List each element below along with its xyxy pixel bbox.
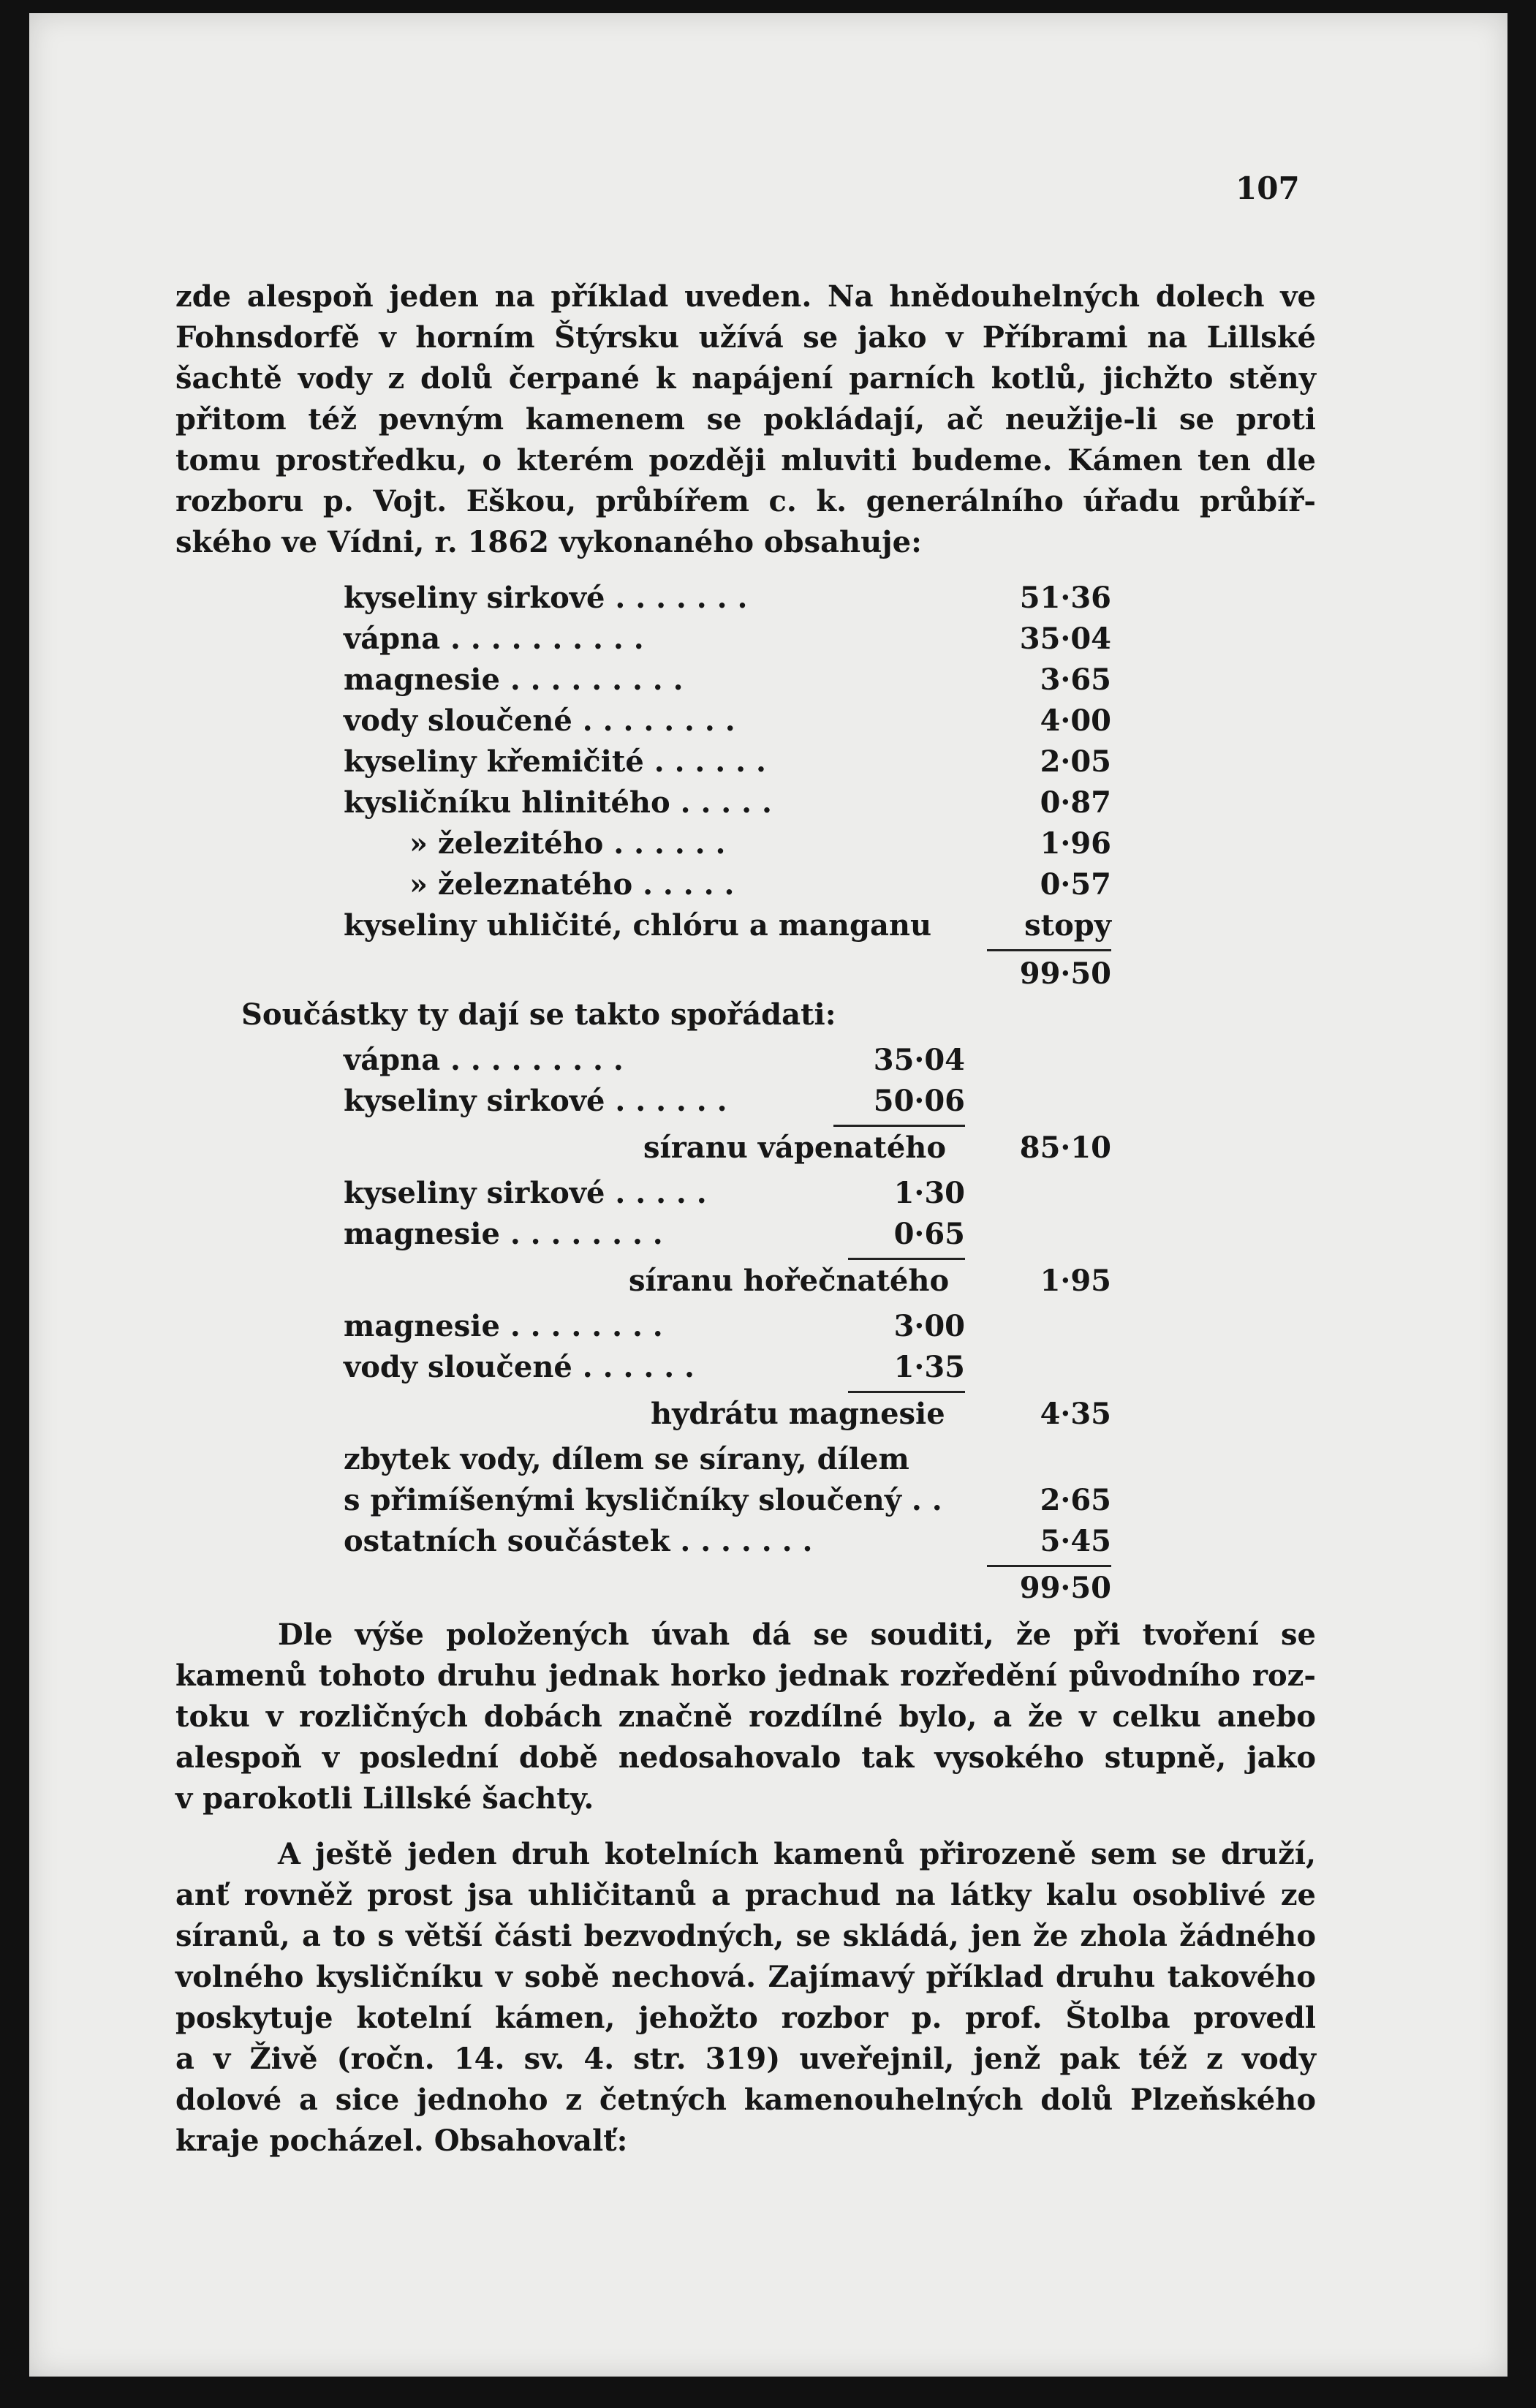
analysis-value: 3·65: [1040, 663, 1111, 697]
sum-rule: [848, 1391, 965, 1393]
text-line: kamenů tohoto druhu jednak horko jednak rozředění původního roz-: [175, 1658, 1316, 1693]
analysis-value: 0·57: [1040, 867, 1111, 902]
text-line: zde alespoň jeden na příklad uveden. Na hnědouhelných dolech ve: [175, 279, 1316, 314]
compound-sum: 1·95: [1040, 1264, 1111, 1298]
component-sum-row: [643, 1128, 1111, 1169]
component-value: 35·04: [873, 1043, 965, 1077]
text-line: A ještě jeden druh kotelních kamenů přirozeně sem se druží,: [278, 1837, 1316, 1871]
analysis-label: vápna . . . . . . . . . .: [344, 622, 644, 656]
component-label: magnesie . . . . . . . .: [344, 1309, 663, 1343]
component-value: 50·06: [873, 1084, 965, 1118]
analysis-label: » železnatého . . . . .: [409, 867, 735, 902]
compound-name: síranu hořečnatého: [629, 1264, 950, 1298]
text-line: volného kysličníku v sobě nechová. Zajímavý příklad druhu takového: [175, 1960, 1316, 1994]
paragraph-2: [175, 1615, 1316, 1819]
rest-label: ostatních součástek . . . . . . .: [344, 1524, 813, 1558]
analysis-label: kyseliny sirkové . . . . . . .: [344, 581, 748, 615]
rest-value: 2·65: [1040, 1483, 1111, 1517]
component-value: 3·00: [893, 1309, 965, 1343]
analysis-value: 1·96: [1040, 826, 1111, 861]
analysis-label: kyseliny uhličité, chlóru a manganu: [344, 908, 932, 943]
analysis-label: magnesie . . . . . . . . .: [344, 663, 684, 697]
total-value: 99·50: [1019, 1571, 1111, 1605]
text-line: kraje pocházel. Obsahovalť:: [175, 2124, 628, 2158]
component-row: [344, 1306, 965, 1347]
analysis-row: [344, 619, 1111, 660]
text-line: rozboru p. Vojt. Eškou, průbířem c. k. generálního úřadu průbíř-: [175, 484, 1316, 518]
text-line: alespoň v poslední době nedosahovalo tak vysokého stupně, jako: [175, 1740, 1316, 1775]
rest-line: zbytek vody, dílem se sírany, dílem: [344, 1442, 909, 1476]
compound-name: hydrátu magnesie: [651, 1397, 945, 1431]
paragraph-3: [175, 1834, 1316, 2162]
analysis-value: 35·04: [1019, 622, 1111, 656]
compound-sum: 85·10: [1019, 1131, 1111, 1165]
analysis-value: 4·00: [1040, 703, 1111, 738]
text-line: tomu prostředku, o kterém později mluviti budeme. Kámen ten dle: [175, 443, 1316, 478]
component-sum-row: [629, 1261, 1111, 1302]
text-line: přitom též pevným kamenem se pokládají, ač neužije-li se proti: [175, 402, 1316, 437]
analysis-value: 51·36: [1019, 581, 1111, 615]
component-label: vápna . . . . . . . . .: [344, 1043, 624, 1077]
analysis-label: » železitého . . . . . .: [409, 826, 726, 861]
component-label: vody sloučené . . . . . .: [344, 1350, 695, 1384]
analysis-row: [344, 741, 1111, 782]
analysis-total: [980, 954, 1111, 994]
analysis-row: [344, 701, 1111, 741]
text-line: toku v rozličných dobách značně rozdílné bylo, a že v celku anebo: [175, 1699, 1316, 1734]
text-line: Fohnsdorfě v horním Štýrsku užívá se jako v Příbrami na Lillské: [175, 320, 1316, 355]
analysis-row: [344, 578, 1111, 619]
analysis-row: [344, 782, 1111, 823]
component-label: kyseliny sirkové . . . . . .: [344, 1084, 727, 1118]
component-row: [344, 1040, 965, 1081]
sum-rule: [987, 949, 1111, 951]
rest-value: 5·45: [1040, 1524, 1111, 1558]
text-line: poskytuje kotelní kámen, jehožto rozbor p. prof. Štolba provedl: [175, 2001, 1316, 2035]
analysis-label: vody sloučené . . . . . . . .: [344, 703, 735, 738]
rest-row: [344, 1480, 1111, 1521]
text-line: šachtě vody z dolů čerpané k napájení parních kotlů, jichžto stěny: [175, 361, 1316, 396]
component-value: 1·30: [893, 1176, 965, 1210]
component-row: [344, 1173, 965, 1214]
component-row: [344, 1081, 965, 1122]
intro-paragraph: [175, 276, 1316, 563]
analysis-label: kysličníku hlinitého . . . . .: [344, 785, 772, 820]
rest-row: [344, 1521, 1111, 1562]
component-value: 0·65: [893, 1217, 965, 1251]
sum-rule: [833, 1125, 965, 1127]
sum-rule: [987, 1565, 1111, 1567]
component-value: 1·35: [893, 1350, 965, 1384]
text-line: v parokotli Lillské šachty.: [175, 1781, 594, 1816]
text-line: síranů, a to s větší části bezvodných, se skládá, jen že zhola žádného: [175, 1919, 1316, 1953]
component-label: kyseliny sirkové . . . . .: [344, 1176, 707, 1210]
final-total: [980, 1568, 1111, 1609]
text-line: Dle výše položených úvah dá se souditi, že při tvoření se: [278, 1618, 1316, 1652]
analysis-value: 2·05: [1040, 744, 1111, 779]
component-row: [344, 1214, 965, 1255]
analysis-row: [409, 864, 1111, 905]
component-sum-row: [651, 1394, 1111, 1435]
total-value: 99·50: [1019, 956, 1111, 991]
rest-label: s přimíšenými kysličníky sloučený . .: [344, 1483, 942, 1517]
component-row: [344, 1347, 965, 1388]
text-line: dolové a sice jednoho z četných kamenouhelných dolů Plzeňského: [175, 2083, 1316, 2117]
text-line: ského ve Vídni, r. 1862 vykonaného obsahuje:: [175, 525, 922, 559]
analysis-label: kyseliny křemičité . . . . . .: [344, 744, 766, 779]
components-heading: Součástky ty dají se takto spořádati:: [241, 997, 836, 1032]
component-label: magnesie . . . . . . . .: [344, 1217, 663, 1251]
book-page: [29, 13, 1507, 2377]
sum-rule: [848, 1258, 965, 1260]
text-line: a v Živě (ročn. 14. sv. 4. str. 319) uveřejnil, jenž pak též z vody: [175, 2042, 1316, 2076]
text-line: anť rovněž prost jsa uhličitanů a prachud na látky kalu osoblivé ze: [175, 1878, 1316, 1912]
compound-name: síranu vápenatého: [643, 1131, 947, 1165]
analysis-row: [344, 660, 1111, 701]
page-number: 107: [1236, 170, 1300, 206]
analysis-value: 0·87: [1040, 785, 1111, 820]
analysis-row: [344, 905, 1111, 946]
analysis-value: stopy: [1024, 908, 1111, 943]
analysis-row: [409, 823, 1111, 864]
compound-sum: 4·35: [1040, 1397, 1111, 1431]
